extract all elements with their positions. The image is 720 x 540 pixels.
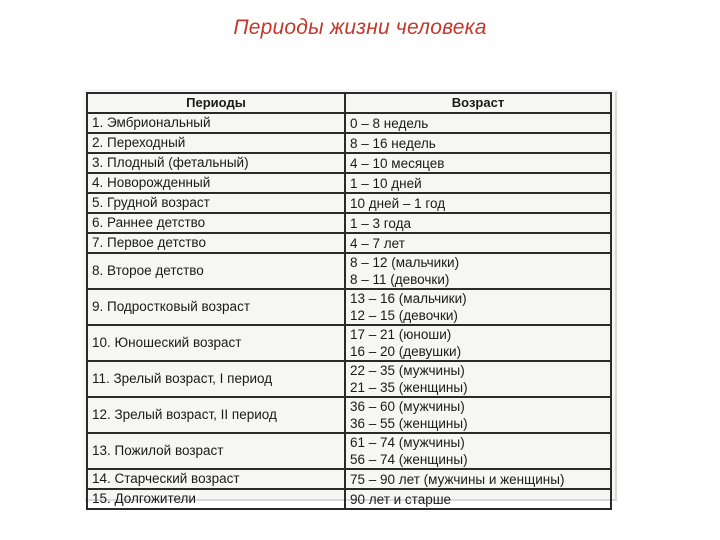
period-cell: 10. Юношеский возраст	[87, 325, 345, 361]
table-row	[87, 173, 611, 193]
age-cell	[345, 213, 611, 233]
age-line: 4 – 7 лет	[350, 235, 405, 251]
age-line: 16 – 20 (девушки)	[350, 344, 462, 359]
table-row	[87, 469, 611, 489]
table-header-row	[87, 93, 611, 113]
age-line: 4 – 10 месяцев	[350, 155, 445, 171]
table-body	[87, 113, 611, 509]
age-line: 17 – 21 (юноши)	[350, 327, 452, 342]
age-line: 75 – 90 лет (мужчины и женщины)	[350, 471, 565, 487]
table-row	[87, 433, 611, 469]
table-row	[87, 253, 611, 289]
age-cell	[345, 325, 611, 361]
age-line: 10 дней – 1 год	[350, 195, 446, 211]
age-line: 0 – 8 недель	[350, 115, 429, 131]
age-line: 36 – 60 (мужчины)	[350, 399, 465, 414]
age-cell	[345, 153, 611, 173]
age-line: 8 – 12 (мальчики)	[350, 255, 460, 270]
age-line: 21 – 35 (женщины)	[350, 380, 468, 395]
age-line: 90 лет и старше	[350, 491, 452, 507]
age-line: 8 – 11 (девочки)	[350, 272, 450, 287]
age-line: 1 – 10 дней	[350, 175, 422, 191]
table-row	[87, 193, 611, 213]
age-cell	[345, 233, 611, 253]
age-cell	[345, 133, 611, 153]
age-cell	[345, 397, 611, 433]
age-cell	[345, 113, 611, 133]
table-row	[87, 113, 611, 133]
table-row	[87, 361, 611, 397]
period-cell: 2. Переходный	[87, 133, 345, 153]
period-cell: 13. Пожилой возраст	[87, 433, 345, 469]
period-cell: 11. Зрелый возраст, I период	[87, 361, 345, 397]
age-cell	[345, 173, 611, 193]
header-periods: Периоды	[87, 93, 345, 113]
age-cell	[345, 253, 611, 289]
table-row	[87, 153, 611, 173]
age-cell	[345, 433, 611, 469]
age-cell	[345, 193, 611, 213]
period-cell: 4. Новорожденный	[87, 173, 345, 193]
period-cell: 12. Зрелый возраст, II период	[87, 397, 345, 433]
period-cell: 9. Подростковый возраст	[87, 289, 345, 325]
age-line: 36 – 55 (женщины)	[350, 416, 468, 431]
age-line: 22 – 35 (мужчины)	[350, 363, 465, 378]
period-cell: 3. Плодный (фетальный)	[87, 153, 345, 173]
period-cell: 8. Второе детство	[87, 253, 345, 289]
period-cell: 7. Первое детство	[87, 233, 345, 253]
period-cell: 1. Эмбриональный	[87, 113, 345, 133]
age-cell	[345, 469, 611, 489]
period-cell: 14. Старческий возраст	[87, 469, 345, 489]
table-row	[87, 133, 611, 153]
age-line: 1 – 3 года	[350, 215, 412, 231]
period-cell: 15. Долгожители	[87, 489, 345, 509]
period-cell: 5. Грудной возраст	[87, 193, 345, 213]
age-line: 56 – 74 (женщины)	[350, 452, 468, 467]
age-cell	[345, 361, 611, 397]
period-cell: 6. Раннее детство	[87, 213, 345, 233]
age-line: 8 – 16 недель	[350, 135, 436, 151]
age-line: 61 – 74 (мужчины)	[350, 435, 465, 450]
page-title: Периоды жизни человека	[233, 16, 487, 39]
age-line: 13 – 16 (мальчики)	[350, 291, 467, 306]
age-cell	[345, 289, 611, 325]
table-row	[87, 397, 611, 433]
table-row	[87, 213, 611, 233]
age-cell	[345, 489, 611, 509]
life-periods-table	[86, 92, 612, 510]
scanned-table-image	[83, 89, 615, 507]
table-row	[87, 289, 611, 325]
age-line: 12 – 15 (девочки)	[350, 308, 458, 323]
table-row	[87, 489, 611, 509]
table-row	[87, 233, 611, 253]
table-row	[87, 325, 611, 361]
header-age: Возраст	[345, 93, 611, 113]
